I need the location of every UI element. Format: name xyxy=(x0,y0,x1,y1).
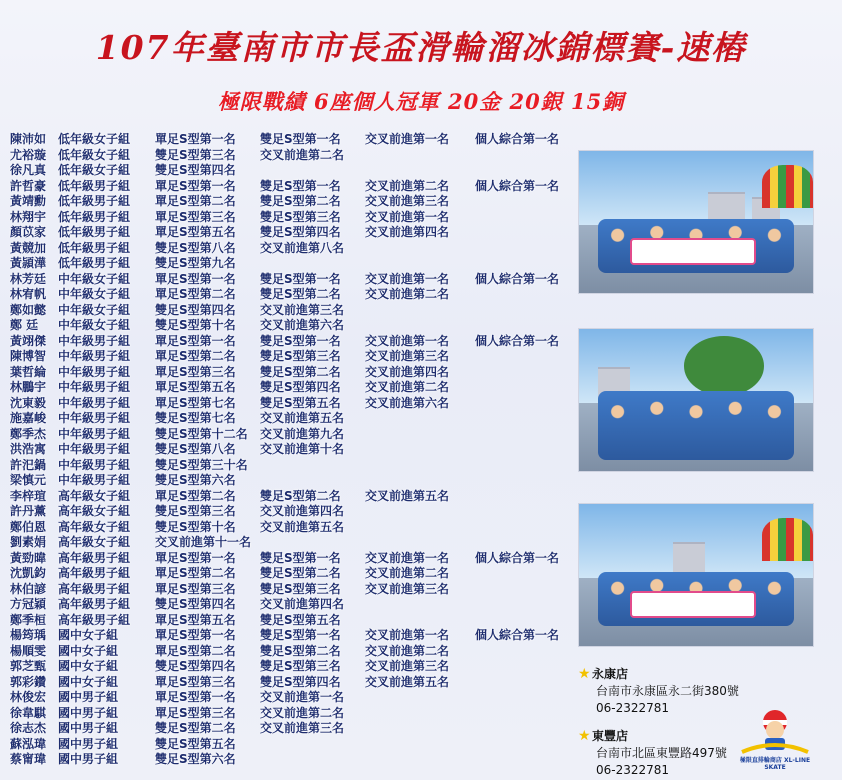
result-1: 單足S型第二名 xyxy=(155,488,236,503)
division: 中年級男子組 xyxy=(58,380,131,394)
result-row xyxy=(10,659,580,675)
result-3: 交叉前進第三名 xyxy=(365,581,450,596)
division: 國中男子組 xyxy=(58,736,119,751)
result-3: 交叉前進第四名 xyxy=(365,364,450,379)
athlete-name: 林俊宏 xyxy=(10,690,47,704)
result-1: 單足S型第二名 xyxy=(155,194,236,208)
athlete-name: 許丹薰 xyxy=(10,504,47,518)
result-2: 雙足S型第三名 xyxy=(260,581,341,596)
result-3: 交叉前進第三名 xyxy=(365,349,450,363)
result-row xyxy=(10,706,580,722)
result-row xyxy=(10,551,580,567)
result-2: 雙足S型第三名 xyxy=(260,349,341,363)
athlete-name: 梁慎元 xyxy=(10,473,47,487)
division: 中年級男子組 xyxy=(58,395,131,410)
division: 低年級男子組 xyxy=(58,194,131,208)
result-1: 單足S型第二名 xyxy=(155,287,236,301)
result-1: 單足S型第三名 xyxy=(155,581,236,596)
store-phone: 06-2322781 xyxy=(596,701,670,715)
result-4: 個人綜合第一名 xyxy=(475,628,560,642)
athlete-name: 洪浩寓 xyxy=(10,442,47,456)
result-3: 交叉前進第二名 xyxy=(365,287,450,301)
results-list xyxy=(10,132,580,768)
result-1: 雙足S型第三十名 xyxy=(155,457,248,472)
division: 國中男子組 xyxy=(58,705,119,720)
result-1: 交叉前進第十一名 xyxy=(155,535,252,549)
athlete-name: 顏苡家 xyxy=(10,225,47,239)
result-3: 交叉前進第六名 xyxy=(365,395,450,410)
result-row xyxy=(10,303,580,319)
result-2: 雙足S型第四名 xyxy=(260,674,341,689)
page-title: 107年臺南市市長盃滑輪溜冰錦標賽-速樁 xyxy=(95,28,747,67)
athlete-name: 林翔宇 xyxy=(10,209,47,224)
division: 低年級男子組 xyxy=(58,225,131,239)
star-icon: ★ xyxy=(578,728,591,744)
result-3: 交叉前進第二名 xyxy=(365,380,450,394)
result-row xyxy=(10,241,580,257)
result-1: 單足S型第二名 xyxy=(155,349,236,363)
result-row xyxy=(10,458,580,474)
result-2: 交叉前進第八名 xyxy=(260,240,345,255)
athlete-name: 沈凱鈞 xyxy=(10,566,47,580)
division: 高年級女子組 xyxy=(58,535,131,549)
result-2: 交叉前進第五名 xyxy=(260,519,345,534)
result-1: 單足S型第五名 xyxy=(155,380,236,394)
athlete-name: 蘇泓瑋 xyxy=(10,736,47,751)
division: 中年級女子組 xyxy=(58,318,131,332)
athlete-name: 黃勁暐 xyxy=(10,550,47,565)
result-4: 個人綜合第一名 xyxy=(475,132,560,146)
result-row xyxy=(10,365,580,381)
athlete-name: 楊筠瑀 xyxy=(10,628,47,642)
store-address: 台南市永康區永二街380號 xyxy=(596,684,739,698)
result-2: 雙足S型第一名 xyxy=(260,132,341,146)
result-1: 雙足S型第八名 xyxy=(155,442,236,456)
athlete-name: 徐韋騏 xyxy=(10,705,47,720)
division: 高年級男子組 xyxy=(58,612,131,627)
team-photo-2 xyxy=(578,328,814,472)
result-row xyxy=(10,148,580,164)
result-row xyxy=(10,489,580,505)
division: 低年級男子組 xyxy=(58,256,131,270)
result-3: 交叉前進第三名 xyxy=(365,659,450,673)
division: 國中女子組 xyxy=(58,643,119,658)
division: 高年級男子組 xyxy=(58,566,131,580)
division: 高年級男子組 xyxy=(58,581,131,596)
division: 低年級男子組 xyxy=(58,209,131,224)
result-row xyxy=(10,690,580,706)
division: 低年級女子組 xyxy=(58,163,131,177)
result-3: 交叉前進第一名 xyxy=(365,209,450,224)
result-row xyxy=(10,566,580,582)
athlete-name: 李梓瑄 xyxy=(10,488,47,503)
division: 國中男子組 xyxy=(58,690,119,704)
division: 中年級男子組 xyxy=(58,364,131,379)
division: 低年級女子組 xyxy=(58,132,131,146)
result-1: 雙足S型第三名 xyxy=(155,504,236,518)
result-3: 交叉前進第五名 xyxy=(365,488,450,503)
result-2: 雙足S型第三名 xyxy=(260,659,341,673)
result-3: 交叉前進第一名 xyxy=(365,271,450,286)
result-2: 雙足S型第一名 xyxy=(260,628,341,642)
logo-text: 極限直排輪商店 XL-LINE SKATE xyxy=(739,757,811,771)
result-1: 雙足S型第四名 xyxy=(155,302,236,317)
result-1: 單足S型第七名 xyxy=(155,395,236,410)
division: 中年級男子組 xyxy=(58,426,131,441)
result-3: 交叉前進第四名 xyxy=(365,225,450,239)
result-1: 雙足S型第七名 xyxy=(155,411,236,425)
store-address: 台南市北區東豐路497號 xyxy=(596,746,727,760)
result-row xyxy=(10,318,580,334)
division: 高年級女子組 xyxy=(58,488,131,503)
result-1: 雙足S型第十名 xyxy=(155,519,236,534)
result-row xyxy=(10,427,580,443)
athlete-name: 黃頴澕 xyxy=(10,256,47,270)
result-1: 雙足S型第六名 xyxy=(155,473,236,487)
result-2: 交叉前進第三名 xyxy=(260,302,345,317)
athlete-name: 葉哲綸 xyxy=(10,364,47,379)
team-photo-3 xyxy=(578,503,814,647)
athlete-name: 徐凡真 xyxy=(10,163,47,177)
athlete-name: 陳博智 xyxy=(10,349,47,363)
star-icon: ★ xyxy=(578,666,591,682)
division: 高年級女子組 xyxy=(58,519,131,534)
store-name: 永康店 xyxy=(592,667,629,681)
result-row xyxy=(10,752,580,768)
result-2: 雙足S型第二名 xyxy=(260,287,341,301)
result-row xyxy=(10,163,580,179)
result-row xyxy=(10,210,580,226)
result-2: 雙足S型第三名 xyxy=(260,209,341,224)
athlete-name: 黃競加 xyxy=(10,240,47,255)
result-2: 雙足S型第一名 xyxy=(260,271,341,286)
result-row xyxy=(10,535,580,551)
result-3: 交叉前進第三名 xyxy=(365,194,450,208)
result-row xyxy=(10,334,580,350)
result-3: 交叉前進第二名 xyxy=(365,643,450,658)
result-2: 雙足S型第二名 xyxy=(260,566,341,580)
result-1: 雙足S型第六名 xyxy=(155,752,236,766)
result-1: 雙足S型第二名 xyxy=(155,721,236,735)
athlete-name: 陳沛如 xyxy=(10,132,47,146)
result-row xyxy=(10,597,580,613)
result-1: 單足S型第二名 xyxy=(155,566,236,580)
athlete-name: 劉素娟 xyxy=(10,535,47,549)
athlete-name: 鄭季杰 xyxy=(10,426,47,441)
athlete-name: 鄭季桓 xyxy=(10,612,47,627)
result-3: 交叉前進第五名 xyxy=(365,674,450,689)
result-row xyxy=(10,613,580,629)
athlete-name: 許汜鍋 xyxy=(10,457,47,472)
result-3: 交叉前進第一名 xyxy=(365,132,450,146)
store-phone: 06-2322781 xyxy=(596,763,670,777)
result-3: 交叉前進第一名 xyxy=(365,333,450,348)
result-1: 雙足S型第八名 xyxy=(155,240,236,255)
result-3: 交叉前進第二名 xyxy=(365,178,450,193)
result-1: 單足S型第一名 xyxy=(155,132,236,146)
result-2: 交叉前進第一名 xyxy=(260,690,345,704)
division: 低年級女子組 xyxy=(58,147,131,162)
division: 高年級男子組 xyxy=(58,597,131,611)
result-row xyxy=(10,721,580,737)
division: 中年級男子組 xyxy=(58,333,131,348)
result-2: 交叉前進第三名 xyxy=(260,721,345,735)
result-row xyxy=(10,396,580,412)
result-2: 雙足S型第五名 xyxy=(260,612,341,627)
achievement-summary: 極限戰績 6座個人冠軍 20金 20銀 15銅 xyxy=(217,89,625,114)
result-row xyxy=(10,737,580,753)
division: 國中女子組 xyxy=(58,659,119,673)
result-2: 交叉前進第四名 xyxy=(260,504,345,518)
result-row xyxy=(10,287,580,303)
division: 中年級男子組 xyxy=(58,349,131,363)
result-row xyxy=(10,628,580,644)
result-row xyxy=(10,349,580,365)
result-3: 交叉前進第一名 xyxy=(365,628,450,642)
athlete-name: 鄭 廷 xyxy=(10,318,39,332)
athlete-name: 楊順雯 xyxy=(10,643,47,658)
result-1: 雙足S型第十名 xyxy=(155,318,236,332)
result-2: 雙足S型第一名 xyxy=(260,178,341,193)
result-4: 個人綜合第一名 xyxy=(475,333,560,348)
result-1: 雙足S型第四名 xyxy=(155,163,236,177)
result-2: 交叉前進第六名 xyxy=(260,318,345,332)
result-row xyxy=(10,225,580,241)
result-1: 單足S型第三名 xyxy=(155,209,236,224)
result-4: 個人綜合第一名 xyxy=(475,178,560,193)
result-2: 交叉前進第二名 xyxy=(260,147,345,162)
result-2: 交叉前進第五名 xyxy=(260,411,345,425)
result-1: 單足S型第三名 xyxy=(155,364,236,379)
division: 中年級男子組 xyxy=(58,473,131,487)
athlete-name: 郭彩鑽 xyxy=(10,674,47,689)
result-2: 交叉前進第九名 xyxy=(260,426,345,441)
result-2: 雙足S型第二名 xyxy=(260,488,341,503)
result-3: 交叉前進第一名 xyxy=(365,550,450,565)
athlete-name: 蔡甯瑋 xyxy=(10,752,47,766)
division: 中年級女子組 xyxy=(58,271,131,286)
result-row xyxy=(10,380,580,396)
result-2: 交叉前進第四名 xyxy=(260,597,345,611)
result-1: 單足S型第一名 xyxy=(155,271,236,286)
athlete-name: 林宥帆 xyxy=(10,287,47,301)
division: 國中女子組 xyxy=(58,628,119,642)
result-1: 雙足S型第九名 xyxy=(155,256,236,270)
result-1: 單足S型第五名 xyxy=(155,225,236,239)
result-1: 單足S型第一名 xyxy=(155,550,236,565)
result-row xyxy=(10,411,580,427)
result-row xyxy=(10,675,580,691)
athlete-name: 沈東毅 xyxy=(10,395,47,410)
result-2: 雙足S型第四名 xyxy=(260,225,341,239)
result-2: 雙足S型第五名 xyxy=(260,395,341,410)
division: 國中女子組 xyxy=(58,674,119,689)
athlete-name: 林鵬宇 xyxy=(10,380,47,394)
result-row xyxy=(10,504,580,520)
division: 高年級男子組 xyxy=(58,550,131,565)
athlete-name: 尤裕璇 xyxy=(10,147,47,162)
result-2: 雙足S型第二名 xyxy=(260,364,341,379)
team-photo-1 xyxy=(578,150,814,294)
result-1: 單足S型第三名 xyxy=(155,705,236,720)
result-1: 雙足S型第四名 xyxy=(155,659,236,673)
result-2: 雙足S型第一名 xyxy=(260,550,341,565)
result-row xyxy=(10,272,580,288)
result-4: 個人綜合第一名 xyxy=(475,550,560,565)
shop-logo xyxy=(732,708,818,772)
division: 中年級男子組 xyxy=(58,411,131,425)
division: 高年級女子組 xyxy=(58,504,131,518)
division: 國中男子組 xyxy=(58,752,119,766)
result-row xyxy=(10,520,580,536)
athlete-name: 施嘉峻 xyxy=(10,411,47,425)
result-row xyxy=(10,256,580,272)
result-1: 雙足S型第五名 xyxy=(155,736,236,751)
division: 中年級男子組 xyxy=(58,457,131,472)
division: 低年級男子組 xyxy=(58,178,131,193)
result-4: 個人綜合第一名 xyxy=(475,271,560,286)
result-2: 雙足S型第一名 xyxy=(260,333,341,348)
division: 國中男子組 xyxy=(58,721,119,735)
result-1: 雙足S型第四名 xyxy=(155,597,236,611)
result-1: 單足S型第一名 xyxy=(155,333,236,348)
athlete-name: 林芳廷 xyxy=(10,271,47,286)
result-2: 雙足S型第二名 xyxy=(260,194,341,208)
result-row xyxy=(10,473,580,489)
athlete-name: 黃靖勳 xyxy=(10,194,47,208)
store-name: 東豐店 xyxy=(592,729,629,743)
division: 中年級男子組 xyxy=(58,442,131,456)
athlete-name: 鄭伯恩 xyxy=(10,519,47,534)
result-row xyxy=(10,582,580,598)
result-1: 單足S型第五名 xyxy=(155,612,236,627)
result-1: 單足S型第二名 xyxy=(155,643,236,658)
result-1: 單足S型第一名 xyxy=(155,628,236,642)
result-row xyxy=(10,179,580,195)
result-3: 交叉前進第二名 xyxy=(365,566,450,580)
result-2: 交叉前進第十名 xyxy=(260,442,345,456)
division: 低年級男子組 xyxy=(58,240,131,255)
result-2: 交叉前進第二名 xyxy=(260,705,345,720)
result-2: 雙足S型第二名 xyxy=(260,643,341,658)
result-1: 單足S型第一名 xyxy=(155,690,236,704)
result-row xyxy=(10,132,580,148)
mascot-icon xyxy=(732,708,818,758)
result-2: 雙足S型第四名 xyxy=(260,380,341,394)
athlete-name: 林伯諺 xyxy=(10,581,47,596)
athlete-name: 郭芝甄 xyxy=(10,659,47,673)
result-row xyxy=(10,442,580,458)
result-row xyxy=(10,194,580,210)
division: 中年級女子組 xyxy=(58,287,131,301)
athlete-name: 徐志杰 xyxy=(10,721,47,735)
result-1: 雙足S型第十二名 xyxy=(155,426,248,441)
athlete-name: 許哲豪 xyxy=(10,178,47,193)
result-1: 雙足S型第三名 xyxy=(155,147,236,162)
division: 中年級女子組 xyxy=(58,302,131,317)
result-1: 單足S型第三名 xyxy=(155,674,236,689)
result-row xyxy=(10,644,580,660)
result-1: 單足S型第一名 xyxy=(155,178,236,193)
athlete-name: 黃翊傑 xyxy=(10,333,47,348)
athlete-name: 方冠穎 xyxy=(10,597,47,611)
athlete-name: 鄭如懿 xyxy=(10,302,47,317)
